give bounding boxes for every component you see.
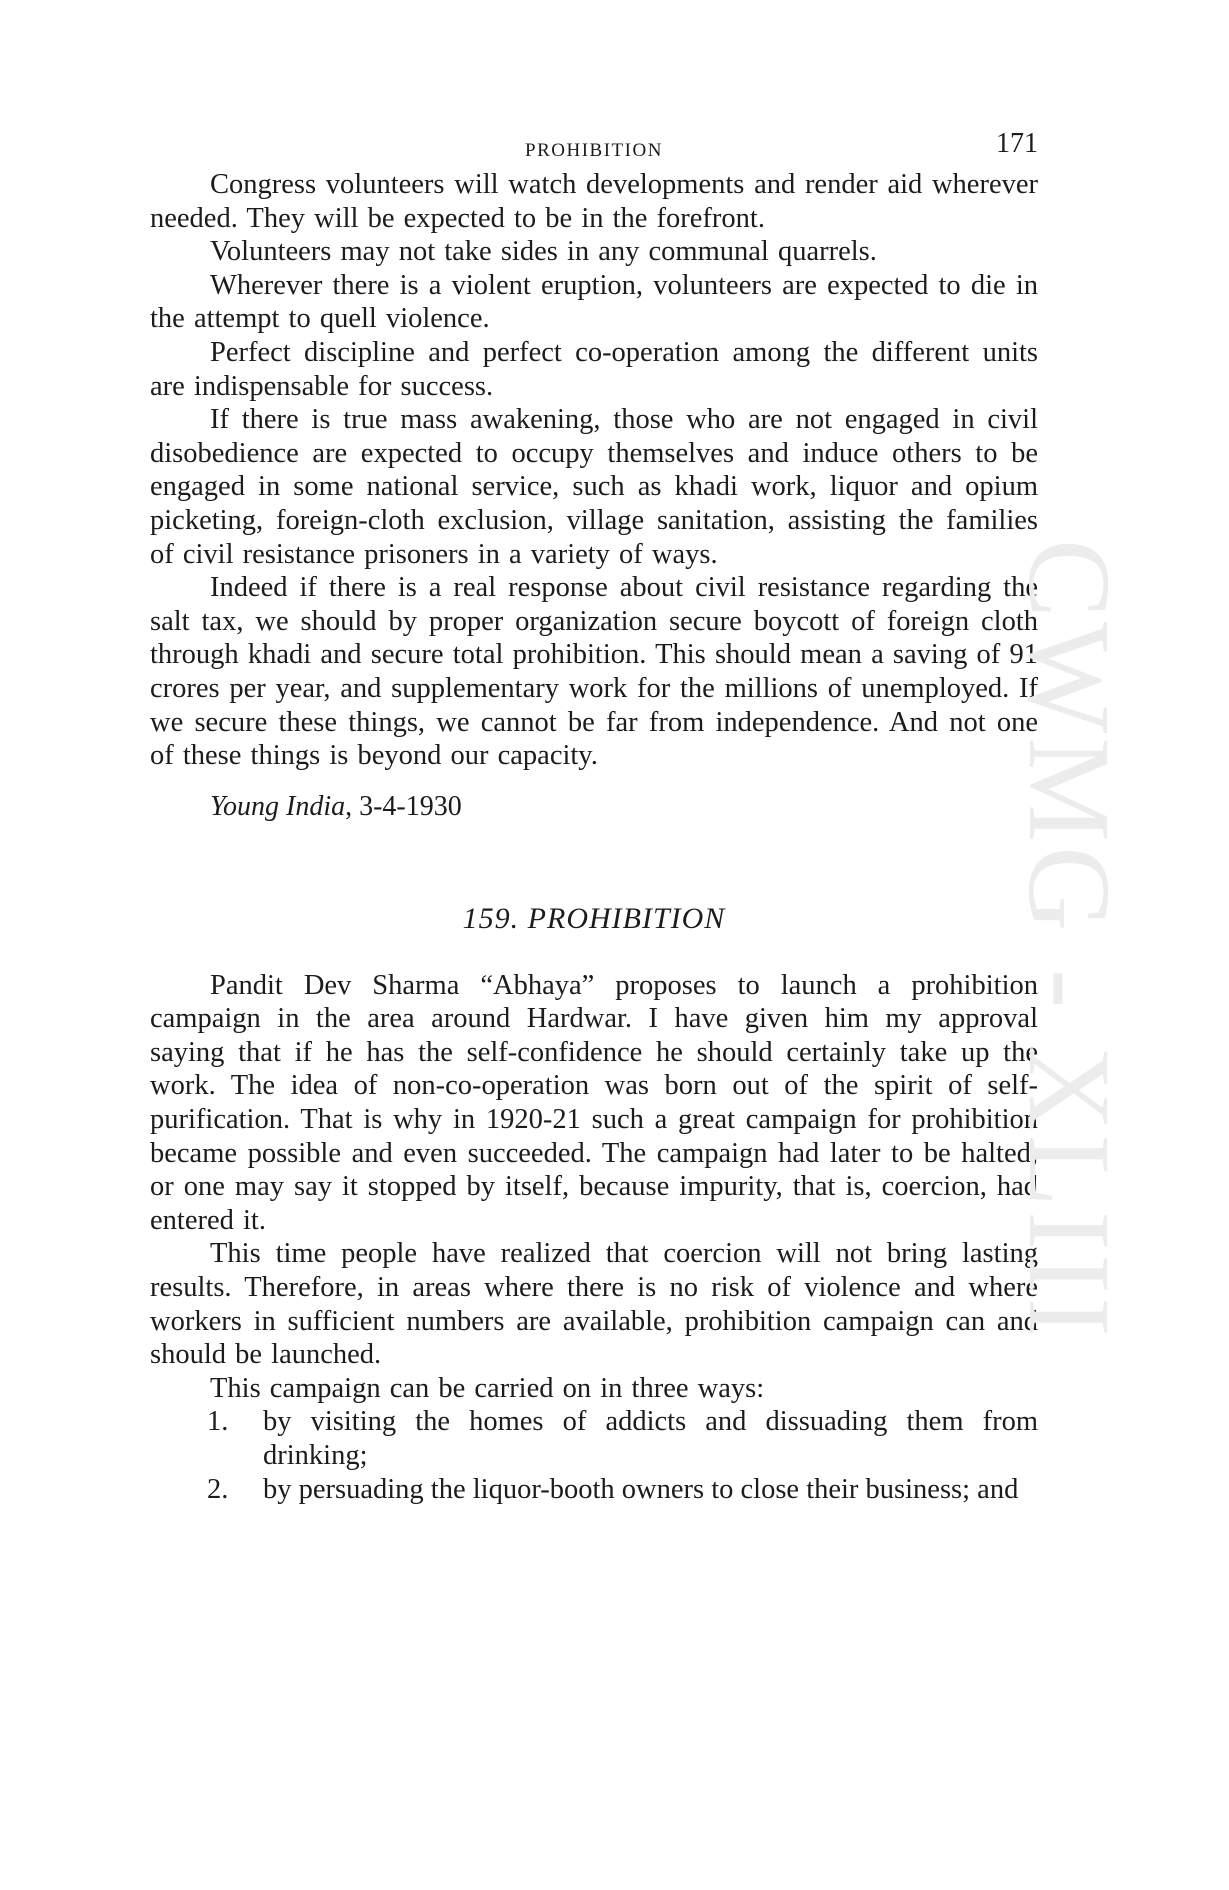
- list-item: [150, 1405, 1038, 1472]
- running-title: PROHIBITION: [525, 140, 663, 161]
- paragraph: Pandit Dev Sharma “Abhaya” proposes to launch a prohibition campaign in the area around Hardwar. I have given him my approval saying that if he has the self-confidence he should certainly take up the work. The idea of non-co-operation was born out of the spirit of self-purification. That is why in 1920-21 such a great campaign for prohibition became possible and even succeeded. The campaign had later to be halted, or one may say it stopped by itself, because impurity, that is, coercion, had entered it.: [150, 969, 1038, 1236]
- paragraph: This campaign can be carried on in three ways:: [210, 1372, 765, 1404]
- paragraph: Volunteers may not take sides in any communal quarrels.: [210, 236, 877, 268]
- paragraph: Congress volunteers will watch developments and render aid wherever needed. They will be expected to be in the forefront.: [150, 169, 1038, 234]
- page-number: 171: [996, 128, 1038, 159]
- list-item-text: by persuading the liquor-booth owners to close their business; and: [263, 1473, 1019, 1505]
- watermark-text: CWMG - XLIII: [1004, 539, 1136, 1341]
- continued-text: [150, 168, 1038, 773]
- source-citation: [150, 790, 1038, 824]
- list-item-text: by visiting the homes of addicts and dissuading them from drinking;: [263, 1406, 1038, 1471]
- paragraph: This time people have realized that coercion will not bring lasting results. Therefore, in areas where there is no risk of violence and where workers in sufficient numbers are available, prohibition campaign can and should be launched.: [150, 1238, 1038, 1371]
- paragraph: If there is true mass awakening, those who are not engaged in civil disobedience are expected to occupy themselves and induce others to be engaged in some national service, such as khadi work, liquor and opium picketing, foreign-cloth exclusion, village sanitation, assisting the families of civil resistance prisoners in a variety of ways.: [150, 404, 1038, 570]
- book-page: [150, 128, 1038, 1506]
- list-item: [150, 1473, 1038, 1507]
- paragraph: Indeed if there is a real response about civil resistance regarding the salt tax, we should by proper organization secure boycott of foreign cloth through khadi and secure total prohibition. This should mean a saving of 91 crores per year, and supplementary work for the millions of unemployed. If we secure these things, we cannot be far from independence. And not one of these things is beyond our capacity.: [150, 572, 1038, 772]
- source-publication: Young India: [210, 790, 346, 822]
- article-title: 159. PROHIBITION: [462, 901, 726, 935]
- paragraph: Perfect discipline and perfect co-operation among the different units are indispensable for success.: [150, 336, 1038, 402]
- paragraph: Wherever there is a violent eruption, volunteers are expected to die in the attempt to quell violence.: [150, 269, 1038, 335]
- list-item-number: 1.: [207, 1406, 229, 1438]
- source-date: , 3-4-1930: [345, 790, 462, 822]
- running-head: [150, 128, 1038, 168]
- article-body: [150, 969, 1038, 1406]
- numbered-list: [150, 1405, 1038, 1506]
- list-item-number: 2.: [207, 1473, 229, 1505]
